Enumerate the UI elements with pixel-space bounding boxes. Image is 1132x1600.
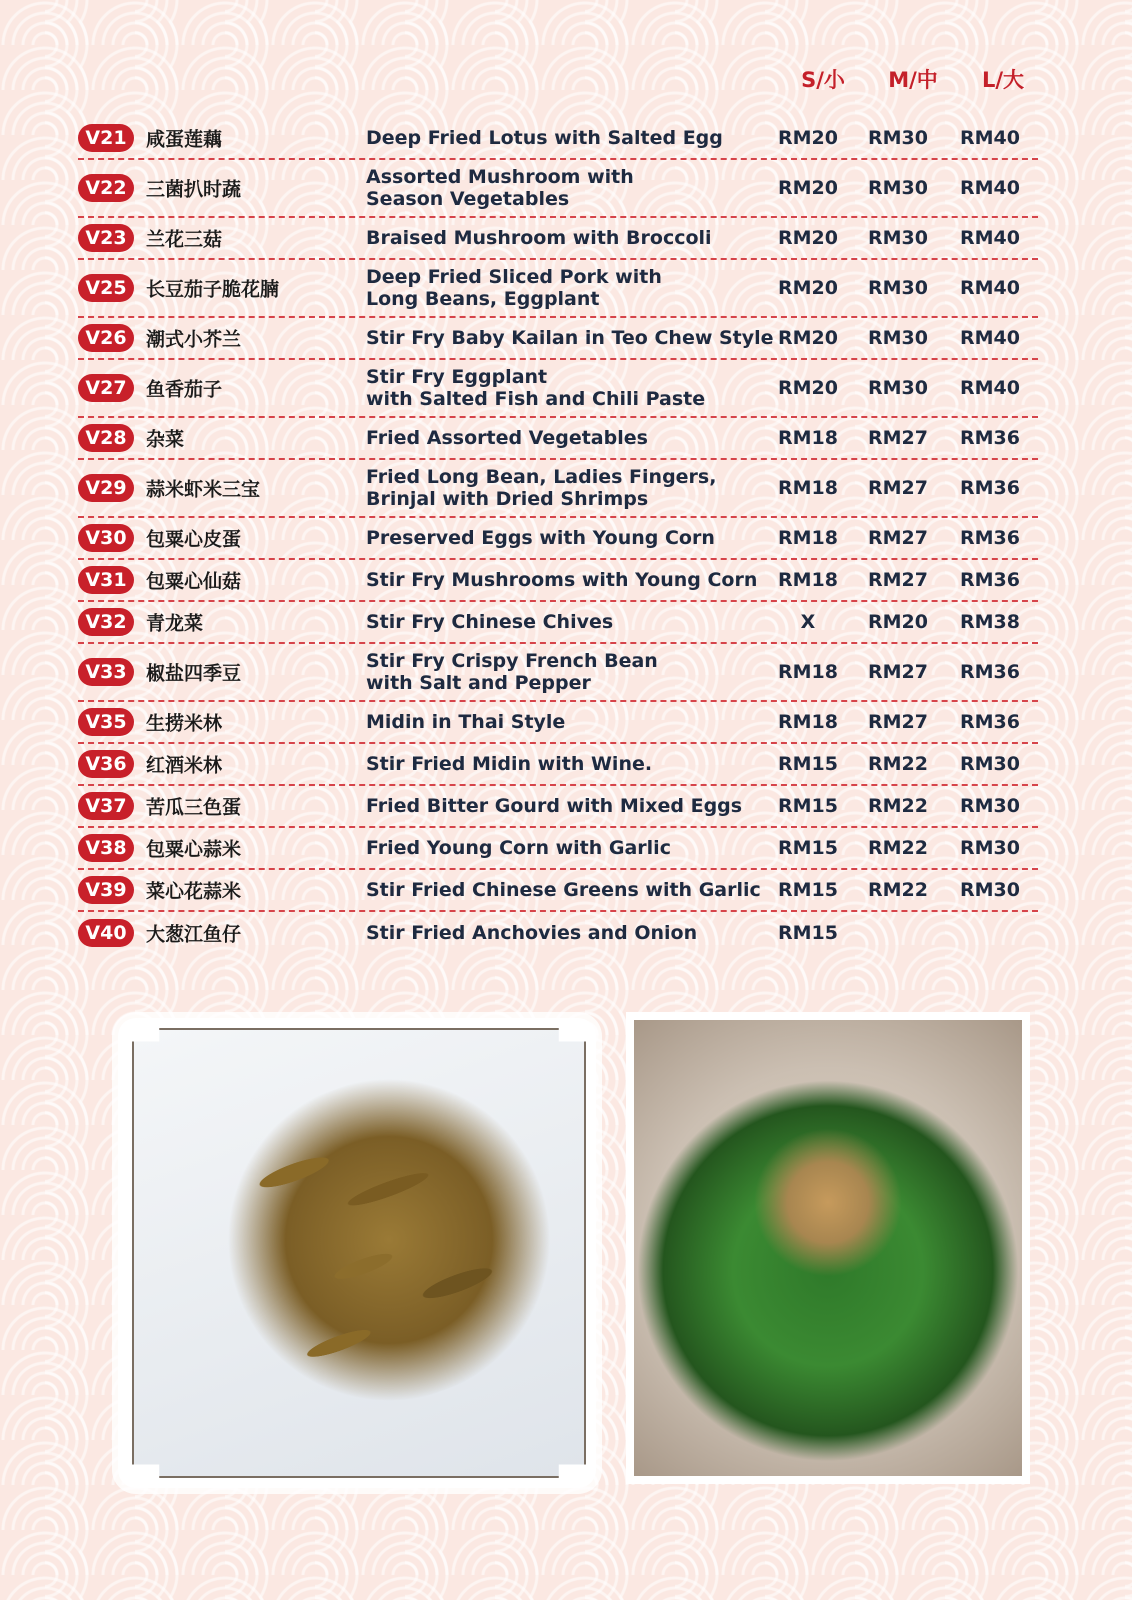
price-large: RM40 xyxy=(960,377,1020,399)
menu-row xyxy=(78,602,1038,644)
dish-english-name: Fried Long Bean, Ladies Fingers, Brinjal with Dried Shrimps xyxy=(366,466,717,510)
menu-row xyxy=(78,870,1038,912)
midin-salad-image xyxy=(634,1020,1022,1476)
dish-code-badge: V31 xyxy=(78,566,134,594)
dish-code-badge: V39 xyxy=(78,876,134,904)
price-large: RM36 xyxy=(960,527,1020,549)
dish-english-name: Preserved Eggs with Young Corn xyxy=(366,527,715,549)
dish-chinese-name: 红酒米林 xyxy=(146,754,223,777)
dish-english-name: Stir Fry Eggplant with Salted Fish and Chili Paste xyxy=(366,366,706,410)
price-large: RM36 xyxy=(960,711,1020,733)
dish-code-badge: V32 xyxy=(78,608,134,636)
dish-chinese-name: 包粟心皮蛋 xyxy=(146,528,242,551)
dish-english-name: Stir Fried Chinese Greens with Garlic xyxy=(366,879,761,901)
price-large: RM40 xyxy=(960,177,1020,199)
dish-chinese-name: 蒜米虾米三宝 xyxy=(146,478,261,501)
price-medium: RM22 xyxy=(868,753,928,775)
dish-code-badge: V33 xyxy=(78,658,134,686)
dish-english-name: Stir Fry Mushrooms with Young Corn xyxy=(366,569,758,591)
price-medium: RM20 xyxy=(868,611,928,633)
size-medium-label: M/中 xyxy=(888,68,938,92)
menu-row xyxy=(78,260,1038,318)
price-small: RM20 xyxy=(778,277,838,299)
price-large: RM40 xyxy=(960,277,1020,299)
price-medium: RM27 xyxy=(868,569,928,591)
price-medium: RM30 xyxy=(868,127,928,149)
dish-english-name: Deep Fried Sliced Pork with Long Beans, Eggplant xyxy=(366,266,662,310)
price-large: RM30 xyxy=(960,753,1020,775)
plate-image xyxy=(132,1028,586,1478)
price-medium: RM22 xyxy=(868,837,928,859)
dish-code-badge: V25 xyxy=(78,274,134,302)
dish-english-name: Stir Fried Anchovies and Onion xyxy=(366,922,698,944)
price-medium: RM30 xyxy=(868,177,928,199)
dish-chinese-name: 咸蛋莲藕 xyxy=(146,128,223,151)
dish-chinese-name: 青龙菜 xyxy=(146,612,204,635)
dish-chinese-name: 椒盐四季豆 xyxy=(146,662,242,685)
price-medium: RM22 xyxy=(868,879,928,901)
price-large: RM40 xyxy=(960,127,1020,149)
dish-code-badge: V30 xyxy=(78,524,134,552)
price-large: RM36 xyxy=(960,477,1020,499)
price-small: RM18 xyxy=(778,527,838,549)
price-medium: RM30 xyxy=(868,277,928,299)
menu-row xyxy=(78,912,1038,954)
dish-english-name: Braised Mushroom with Broccoli xyxy=(366,227,712,249)
price-small: X xyxy=(800,611,816,633)
price-large: RM30 xyxy=(960,879,1020,901)
size-large-label: L/大 xyxy=(981,68,1025,92)
price-medium: RM27 xyxy=(868,427,928,449)
price-large: RM36 xyxy=(960,569,1020,591)
price-small: RM18 xyxy=(778,711,838,733)
dish-chinese-name: 兰花三菇 xyxy=(146,228,223,251)
menu-row xyxy=(78,160,1038,218)
dish-chinese-name: 三菌扒时蔬 xyxy=(146,178,242,201)
menu-row xyxy=(78,460,1038,518)
menu-row xyxy=(78,786,1038,828)
menu-row xyxy=(78,118,1038,160)
dish-chinese-name: 长豆茄子脆花腩 xyxy=(146,278,280,301)
price-small: RM15 xyxy=(778,879,838,901)
menu-row xyxy=(78,560,1038,602)
dish-chinese-name: 生捞米林 xyxy=(146,712,223,735)
dish-chinese-name: 潮式小芥兰 xyxy=(146,328,242,351)
menu-row xyxy=(78,218,1038,260)
dish-english-name: Assorted Mushroom with Season Vegetables xyxy=(366,166,634,210)
price-medium: RM27 xyxy=(868,477,928,499)
dish-code-badge: V21 xyxy=(78,124,134,152)
crispy-french-bean-photo xyxy=(118,1018,596,1488)
menu-row xyxy=(78,360,1038,418)
dish-chinese-name: 鱼香茄子 xyxy=(146,378,223,401)
price-large: RM40 xyxy=(960,327,1020,349)
dish-code-badge: V22 xyxy=(78,174,134,202)
dish-chinese-name: 苦瓜三色蛋 xyxy=(146,796,242,819)
dish-code-badge: V36 xyxy=(78,750,134,778)
price-small: RM15 xyxy=(778,753,838,775)
price-large: RM36 xyxy=(960,427,1020,449)
dish-chinese-name: 大葱江鱼仔 xyxy=(146,923,242,946)
dish-chinese-name: 杂菜 xyxy=(146,428,185,451)
price-small: RM18 xyxy=(778,569,838,591)
menu-row xyxy=(78,418,1038,460)
size-small-label: S/小 xyxy=(801,68,845,92)
menu-row xyxy=(78,644,1038,702)
dish-english-name: Fried Bitter Gourd with Mixed Eggs xyxy=(366,795,743,817)
price-medium: RM30 xyxy=(868,227,928,249)
dish-english-name: Midin in Thai Style xyxy=(366,711,566,733)
dish-code-badge: V26 xyxy=(78,324,134,352)
price-small: RM18 xyxy=(778,427,838,449)
price-small: RM18 xyxy=(778,661,838,683)
price-small: RM20 xyxy=(778,377,838,399)
dish-chinese-name: 包粟心蒜米 xyxy=(146,838,242,861)
midin-photo xyxy=(626,1012,1030,1484)
fried-beans-image xyxy=(179,1033,596,1447)
dish-code-badge: V37 xyxy=(78,792,134,820)
dish-code-badge: V27 xyxy=(78,374,134,402)
dish-english-name: Stir Fry Baby Kailan in Teo Chew Style xyxy=(366,327,774,349)
price-medium: RM27 xyxy=(868,661,928,683)
dish-code-badge: V40 xyxy=(78,919,134,947)
price-large: RM30 xyxy=(960,837,1020,859)
price-medium: RM30 xyxy=(868,327,928,349)
dish-english-name: Deep Fried Lotus with Salted Egg xyxy=(366,127,723,149)
price-medium: RM22 xyxy=(868,795,928,817)
dish-code-badge: V38 xyxy=(78,834,134,862)
dish-code-badge: V29 xyxy=(78,474,134,502)
price-large: RM30 xyxy=(960,795,1020,817)
menu-row xyxy=(78,702,1038,744)
price-small: RM20 xyxy=(778,327,838,349)
menu-list xyxy=(78,118,1038,954)
dish-code-badge: V35 xyxy=(78,708,134,736)
price-small: RM20 xyxy=(778,127,838,149)
price-small: RM18 xyxy=(778,477,838,499)
price-small: RM15 xyxy=(778,922,838,944)
price-large: RM36 xyxy=(960,661,1020,683)
dish-english-name: Stir Fry Chinese Chives xyxy=(366,611,614,633)
price-medium: RM27 xyxy=(868,527,928,549)
menu-row xyxy=(78,744,1038,786)
price-small: RM20 xyxy=(778,177,838,199)
dish-english-name: Fried Assorted Vegetables xyxy=(366,427,648,449)
dish-code-badge: V28 xyxy=(78,424,134,452)
price-small: RM15 xyxy=(778,795,838,817)
price-small: RM15 xyxy=(778,837,838,859)
dish-english-name: Stir Fried Midin with Wine. xyxy=(366,753,653,775)
dish-english-name: Fried Young Corn with Garlic xyxy=(366,837,671,859)
price-medium: RM27 xyxy=(868,711,928,733)
dish-chinese-name: 包粟心仙菇 xyxy=(146,570,242,593)
menu-row xyxy=(78,828,1038,870)
dish-code-badge: V23 xyxy=(78,224,134,252)
dish-chinese-name: 菜心花蒜米 xyxy=(146,880,242,903)
price-large: RM38 xyxy=(960,611,1020,633)
dish-english-name: Stir Fry Crispy French Bean with Salt and Pepper xyxy=(366,650,658,694)
price-medium: RM30 xyxy=(868,377,928,399)
size-header xyxy=(778,64,1048,96)
price-small: RM20 xyxy=(778,227,838,249)
menu-row xyxy=(78,318,1038,360)
menu-row xyxy=(78,518,1038,560)
price-large: RM40 xyxy=(960,227,1020,249)
